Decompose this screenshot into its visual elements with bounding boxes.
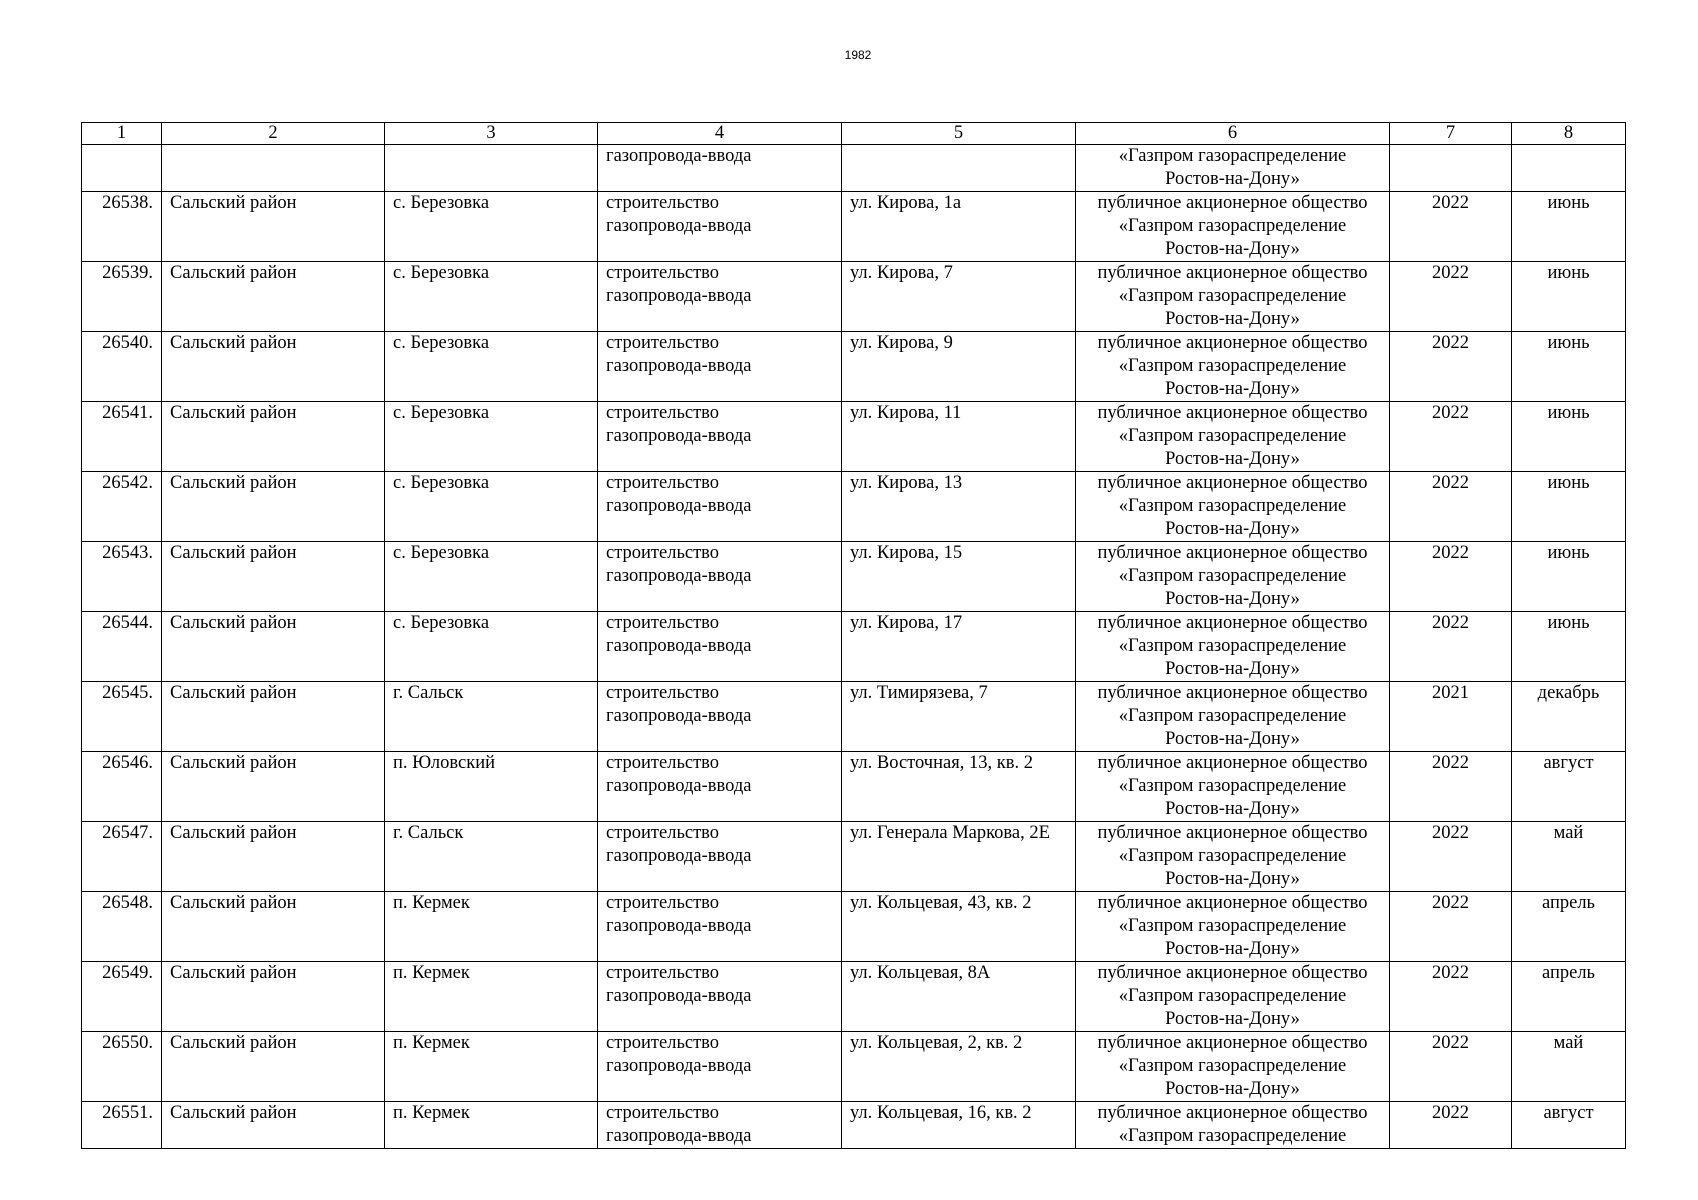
cell-address: ул. Генерала Маркова, 2Е [842, 822, 1076, 892]
cell-work [598, 542, 842, 612]
cell-org-line: Ростов-на-Дону» [1165, 1079, 1300, 1099]
cell-work-line: строительство [606, 333, 720, 353]
cell-work [598, 822, 842, 892]
cell-year: 2022 [1390, 192, 1512, 262]
cell-org [1076, 1032, 1390, 1102]
cell-num: 26545. [82, 682, 162, 752]
cell-org [1076, 612, 1390, 682]
cell-org-line: Ростов-на-Дону» [1165, 659, 1300, 679]
cell-org [1076, 192, 1390, 262]
cell-address: ул. Кольцевая, 8А [842, 962, 1076, 1032]
cell-work [598, 192, 842, 262]
cell-month: август [1512, 752, 1626, 822]
cell-month: июнь [1512, 332, 1626, 402]
cell-work-line: газопровода-ввода [606, 776, 752, 796]
cell-org-line: публичное акционерное общество [1097, 1033, 1368, 1053]
cell-month: июнь [1512, 542, 1626, 612]
cell-district: Сальский район [162, 892, 385, 962]
cell-org-line: публичное акционерное общество [1097, 893, 1368, 913]
cell-org-line: «Газпром газораспределение [1118, 1126, 1347, 1146]
page-number: 1982 [844, 48, 872, 62]
cell-org-line: Ростов-на-Дону» [1165, 519, 1300, 539]
cell-settlement: с. Березовка [385, 612, 598, 682]
cell-work [598, 402, 842, 472]
cell-settlement: с. Березовка [385, 262, 598, 332]
table-row [82, 402, 1626, 472]
cell-org [1076, 752, 1390, 822]
cell-num: 26544. [82, 612, 162, 682]
cell-org-line: «Газпром газораспределение [1118, 426, 1347, 446]
cell-work [598, 752, 842, 822]
cell-org-line: «Газпром газораспределение [1118, 846, 1347, 866]
document-table [81, 122, 1626, 1149]
cell-num: 26551. [82, 1102, 162, 1149]
cell-district: Сальский район [162, 1102, 385, 1149]
table-row [82, 1032, 1626, 1102]
cell-work [598, 472, 842, 542]
cell-org-line: Ростов-на-Дону» [1165, 309, 1300, 329]
cell-work-line: строительство [606, 1103, 720, 1123]
cell-org-line: «Газпром газораспределение [1118, 1056, 1347, 1076]
cell-address: ул. Кирова, 13 [842, 472, 1076, 542]
cell-work [598, 1032, 842, 1102]
cell-year: 2022 [1390, 962, 1512, 1032]
cell-org-line: «Газпром газораспределение [1118, 636, 1347, 656]
cell-org-line: публичное акционерное общество [1097, 823, 1368, 843]
column-header: 8 [1512, 123, 1626, 145]
cell-address: ул. Кирова, 7 [842, 262, 1076, 332]
cell-year: 2022 [1390, 542, 1512, 612]
cell-org-line: публичное акционерное общество [1097, 193, 1368, 213]
cell-work-line: газопровода-ввода [606, 986, 752, 1006]
cell-district: Сальский район [162, 402, 385, 472]
cell-org [1076, 332, 1390, 402]
cell-work-line: строительство [606, 403, 720, 423]
column-header: 5 [842, 123, 1076, 145]
cell-org-line: «Газпром газораспределение [1118, 776, 1347, 796]
column-header: 4 [598, 123, 842, 145]
cell-settlement: п. Кермек [385, 1102, 598, 1149]
cell-year: 2022 [1390, 612, 1512, 682]
cell-address [842, 145, 1076, 192]
cell-org-line: публичное акционерное общество [1097, 403, 1368, 423]
cell-org [1076, 962, 1390, 1032]
cell-org-line: «Газпром газораспределение [1118, 986, 1347, 1006]
cell-district: Сальский район [162, 192, 385, 262]
cell-settlement: с. Березовка [385, 542, 598, 612]
cell-district [162, 145, 385, 192]
cell-month: август [1512, 1102, 1626, 1149]
cell-org-line: Ростов-на-Дону» [1165, 729, 1300, 749]
cell-month: апрель [1512, 892, 1626, 962]
cell-num [82, 145, 162, 192]
cell-settlement: с. Березовка [385, 332, 598, 402]
cell-work-line: газопровода-ввода [606, 636, 752, 656]
cell-settlement: с. Березовка [385, 402, 598, 472]
table-row [82, 752, 1626, 822]
cell-org-line: публичное акционерное общество [1097, 683, 1368, 703]
cell-district: Сальский район [162, 962, 385, 1032]
cell-work-line: строительство [606, 823, 720, 843]
cell-month: июнь [1512, 612, 1626, 682]
table-row [82, 192, 1626, 262]
cell-org [1076, 1102, 1390, 1149]
cell-org [1076, 262, 1390, 332]
table-row [82, 542, 1626, 612]
cell-month: май [1512, 1032, 1626, 1102]
cell-org-line: Ростов-на-Дону» [1165, 1009, 1300, 1029]
cell-month: июнь [1512, 472, 1626, 542]
column-header: 7 [1390, 123, 1512, 145]
cell-work-line: газопровода-ввода [606, 216, 752, 236]
cell-org-line: Ростов-на-Дону» [1165, 799, 1300, 819]
cell-num: 26548. [82, 892, 162, 962]
cell-num: 26538. [82, 192, 162, 262]
cell-month: июнь [1512, 402, 1626, 472]
cell-org-line: публичное акционерное общество [1097, 753, 1368, 773]
cell-work-line: газопровода-ввода [606, 846, 752, 866]
cell-year: 2022 [1390, 752, 1512, 822]
column-header: 1 [82, 123, 162, 145]
cell-month: декабрь [1512, 682, 1626, 752]
cell-work-line: строительство [606, 683, 720, 703]
cell-org [1076, 822, 1390, 892]
cell-work [598, 682, 842, 752]
cell-year: 2022 [1390, 402, 1512, 472]
table-row [82, 682, 1626, 752]
cell-org [1076, 892, 1390, 962]
cell-org-line: Ростов-на-Дону» [1165, 449, 1300, 469]
cell-num: 26549. [82, 962, 162, 1032]
table-row [82, 962, 1626, 1032]
cell-settlement: п. Юловский [385, 752, 598, 822]
cell-org-line: публичное акционерное общество [1097, 263, 1368, 283]
cell-work-line: строительство [606, 193, 720, 213]
cell-address: ул. Кирова, 17 [842, 612, 1076, 682]
table-row [82, 332, 1626, 402]
cell-work [598, 892, 842, 962]
cell-org-line: публичное акционерное общество [1097, 613, 1368, 633]
cell-num: 26541. [82, 402, 162, 472]
cell-work [598, 1102, 842, 1149]
cell-org-line: «Газпром газораспределение [1118, 146, 1347, 166]
cell-district: Сальский район [162, 472, 385, 542]
cell-work [598, 332, 842, 402]
cell-work-line: газопровода-ввода [606, 426, 752, 446]
cell-work-line: строительство [606, 1033, 720, 1053]
column-header: 6 [1076, 123, 1390, 145]
cell-org-line: Ростов-на-Дону» [1165, 169, 1300, 189]
table-row [82, 472, 1626, 542]
cell-work: газопровода-ввода [598, 145, 842, 192]
cell-num: 26542. [82, 472, 162, 542]
cell-address: ул. Кольцевая, 16, кв. 2 [842, 1102, 1076, 1149]
cell-num: 26540. [82, 332, 162, 402]
cell-work-line: строительство [606, 753, 720, 773]
table-row [82, 1102, 1626, 1149]
cell-settlement: п. Кермек [385, 962, 598, 1032]
cell-year: 2022 [1390, 822, 1512, 892]
column-header: 2 [162, 123, 385, 145]
continuation-row [82, 145, 1626, 192]
cell-address: ул. Тимирязева, 7 [842, 682, 1076, 752]
cell-org-line: публичное акционерное общество [1097, 963, 1368, 983]
cell-district: Сальский район [162, 612, 385, 682]
cell-org-line: «Газпром газораспределение [1118, 706, 1347, 726]
table-row [82, 822, 1626, 892]
cell-district: Сальский район [162, 542, 385, 612]
cell-year: 2022 [1390, 472, 1512, 542]
cell-address: ул. Восточная, 13, кв. 2 [842, 752, 1076, 822]
cell-district: Сальский район [162, 1032, 385, 1102]
cell-num: 26539. [82, 262, 162, 332]
cell-settlement [385, 145, 598, 192]
cell-year [1390, 145, 1512, 192]
cell-year: 2022 [1390, 262, 1512, 332]
column-header: 3 [385, 123, 598, 145]
cell-org-line: публичное акционерное общество [1097, 333, 1368, 353]
cell-work-line: строительство [606, 543, 720, 563]
cell-district: Сальский район [162, 822, 385, 892]
cell-org [1076, 145, 1390, 192]
cell-settlement: с. Березовка [385, 192, 598, 262]
cell-org [1076, 402, 1390, 472]
cell-org-line: Ростов-на-Дону» [1165, 379, 1300, 399]
cell-org-line: Ростов-на-Дону» [1165, 589, 1300, 609]
cell-month: май [1512, 822, 1626, 892]
cell-settlement: г. Сальск [385, 822, 598, 892]
cell-org [1076, 542, 1390, 612]
cell-work-line: строительство [606, 263, 720, 283]
cell-address: ул. Кирова, 11 [842, 402, 1076, 472]
cell-address: ул. Кольцевая, 2, кв. 2 [842, 1032, 1076, 1102]
cell-work-line: газопровода-ввода [606, 566, 752, 586]
cell-address: ул. Кирова, 1а [842, 192, 1076, 262]
cell-work [598, 612, 842, 682]
cell-month: июнь [1512, 262, 1626, 332]
cell-settlement: г. Сальск [385, 682, 598, 752]
cell-district: Сальский район [162, 332, 385, 402]
cell-work [598, 962, 842, 1032]
cell-org-line: Ростов-на-Дону» [1165, 939, 1300, 959]
cell-year: 2022 [1390, 332, 1512, 402]
cell-work-line: газопровода-ввода [606, 286, 752, 306]
cell-address: ул. Кирова, 15 [842, 542, 1076, 612]
cell-month [1512, 145, 1626, 192]
cell-num: 26550. [82, 1032, 162, 1102]
cell-work-line: строительство [606, 613, 720, 633]
cell-org-line: публичное акционерное общество [1097, 543, 1368, 563]
cell-org-line: «Газпром газораспределение [1118, 356, 1347, 376]
cell-org-line: публичное акционерное общество [1097, 1103, 1368, 1123]
table-row [82, 892, 1626, 962]
cell-org-line: Ростов-на-Дону» [1165, 869, 1300, 889]
cell-work-line: строительство [606, 893, 720, 913]
cell-settlement: с. Березовка [385, 472, 598, 542]
cell-address: ул. Кольцевая, 43, кв. 2 [842, 892, 1076, 962]
cell-num: 26546. [82, 752, 162, 822]
cell-org-line: «Газпром газораспределение [1118, 916, 1347, 936]
cell-org-line: публичное акционерное общество [1097, 473, 1368, 493]
cell-num: 26543. [82, 542, 162, 612]
table-row [82, 612, 1626, 682]
cell-work-line: газопровода-ввода [606, 1056, 752, 1076]
cell-month: июнь [1512, 192, 1626, 262]
cell-work-line: строительство [606, 473, 720, 493]
cell-district: Сальский район [162, 262, 385, 332]
table-header-row [82, 123, 1626, 145]
cell-work-line: газопровода-ввода [606, 496, 752, 516]
cell-year: 2022 [1390, 1102, 1512, 1149]
cell-address: ул. Кирова, 9 [842, 332, 1076, 402]
cell-year: 2022 [1390, 892, 1512, 962]
cell-district: Сальский район [162, 752, 385, 822]
cell-org-line: «Газпром газораспределение [1118, 216, 1347, 236]
cell-settlement: п. Кермек [385, 1032, 598, 1102]
cell-work-line: газопровода-ввода [606, 916, 752, 936]
table-row [82, 262, 1626, 332]
cell-org-line: «Газпром газораспределение [1118, 286, 1347, 306]
cell-month: апрель [1512, 962, 1626, 1032]
cell-work-line: газопровода-ввода [606, 356, 752, 376]
cell-org-line: Ростов-на-Дону» [1165, 239, 1300, 259]
cell-year: 2021 [1390, 682, 1512, 752]
cell-settlement: п. Кермек [385, 892, 598, 962]
cell-work [598, 262, 842, 332]
cell-org [1076, 682, 1390, 752]
cell-work-line: газопровода-ввода [606, 1126, 752, 1146]
cell-org-line: «Газпром газораспределение [1118, 496, 1347, 516]
cell-year: 2022 [1390, 1032, 1512, 1102]
cell-work-line: строительство [606, 963, 720, 983]
cell-num: 26547. [82, 822, 162, 892]
cell-org [1076, 472, 1390, 542]
cell-work-line: газопровода-ввода [606, 706, 752, 726]
cell-org-line: «Газпром газораспределение [1118, 566, 1347, 586]
cell-district: Сальский район [162, 682, 385, 752]
